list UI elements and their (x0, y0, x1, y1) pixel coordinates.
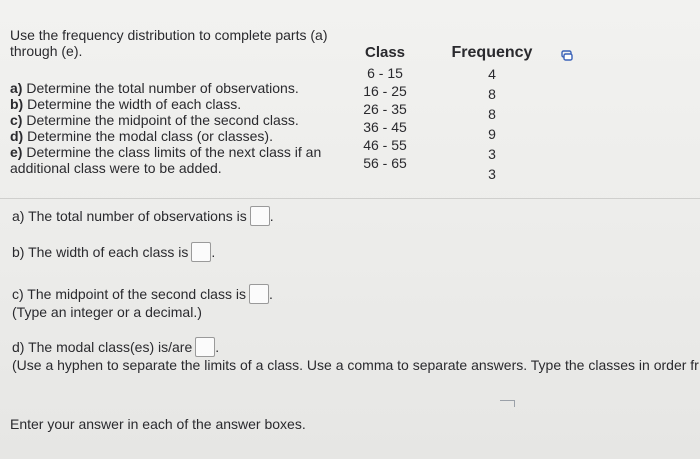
answer-d-hint: (Use a hyphen to separate the limits of a class. Use a comma to separate answers. Type the classes in order fr (12, 357, 699, 373)
task-letter: e) (10, 144, 23, 160)
task-b (10, 96, 340, 112)
task-c (10, 112, 340, 128)
task-e (10, 144, 340, 176)
copy-icon[interactable] (561, 50, 573, 61)
class-cell: 36 - 45 (363, 119, 407, 135)
class-cell: 56 - 65 (363, 155, 407, 171)
class-header: Class (364, 44, 406, 61)
answer-b-prompt: b) The width of each class is (12, 244, 189, 260)
answer-c-prompt: c) The midpoint of the second class is (12, 286, 246, 302)
answer-c-hint: (Type an integer or a decimal.) (12, 304, 202, 320)
frequency-cell: 3 (488, 146, 496, 162)
task-letter: b) (10, 96, 24, 112)
answer-a-prompt: a) The total number of observations is (12, 208, 247, 224)
footer-instruction: Enter your answer in each of the answer boxes. (10, 416, 306, 432)
task-text: Determine the modal class (or classes). (27, 128, 273, 144)
terminator: . (215, 339, 220, 355)
problem-intro: Use the frequency distribution to complete parts (a) through (e). (10, 27, 328, 59)
task-letter: c) (10, 112, 23, 128)
frequency-header: Frequency (451, 44, 533, 61)
terminator: . (211, 244, 216, 260)
answer-b-input[interactable] (191, 242, 211, 262)
class-column (345, 42, 425, 172)
frequency-cell: 8 (488, 86, 496, 102)
task-text: Determine the class limits of the next class if an additional class were to be added. (10, 144, 322, 176)
answer-a-input[interactable] (250, 206, 270, 226)
class-cell: 6 - 15 (367, 65, 403, 81)
task-text: Determine the midpoint of the second class. (26, 112, 299, 128)
answer-c-row (12, 284, 273, 320)
task-a (10, 80, 340, 96)
task-d (10, 128, 340, 144)
answer-d-input[interactable] (195, 337, 215, 357)
answer-c-input[interactable] (249, 284, 269, 304)
answer-a-row (12, 206, 274, 226)
task-letter: d) (10, 128, 24, 144)
class-cell: 16 - 25 (363, 83, 407, 99)
terminator: . (268, 286, 273, 302)
class-cell: 46 - 55 (363, 137, 407, 153)
frequency-column (447, 42, 537, 184)
answer-b-row (12, 242, 215, 262)
task-list (10, 80, 340, 176)
frequency-cell: 9 (488, 126, 496, 142)
frequency-cell: 8 (488, 106, 496, 122)
task-text: Determine the total number of observations. (26, 80, 299, 96)
frequency-cell: 3 (488, 166, 496, 182)
task-letter: a) (10, 80, 23, 96)
class-cell: 26 - 35 (363, 101, 407, 117)
task-text: Determine the width of each class. (27, 96, 242, 112)
bracket-mark (500, 400, 515, 407)
frequency-cell: 4 (488, 66, 496, 82)
section-divider (0, 198, 700, 199)
answer-d-prompt: d) The modal class(es) is/are (12, 339, 193, 355)
terminator: . (269, 208, 274, 224)
answer-d-row (12, 337, 699, 373)
